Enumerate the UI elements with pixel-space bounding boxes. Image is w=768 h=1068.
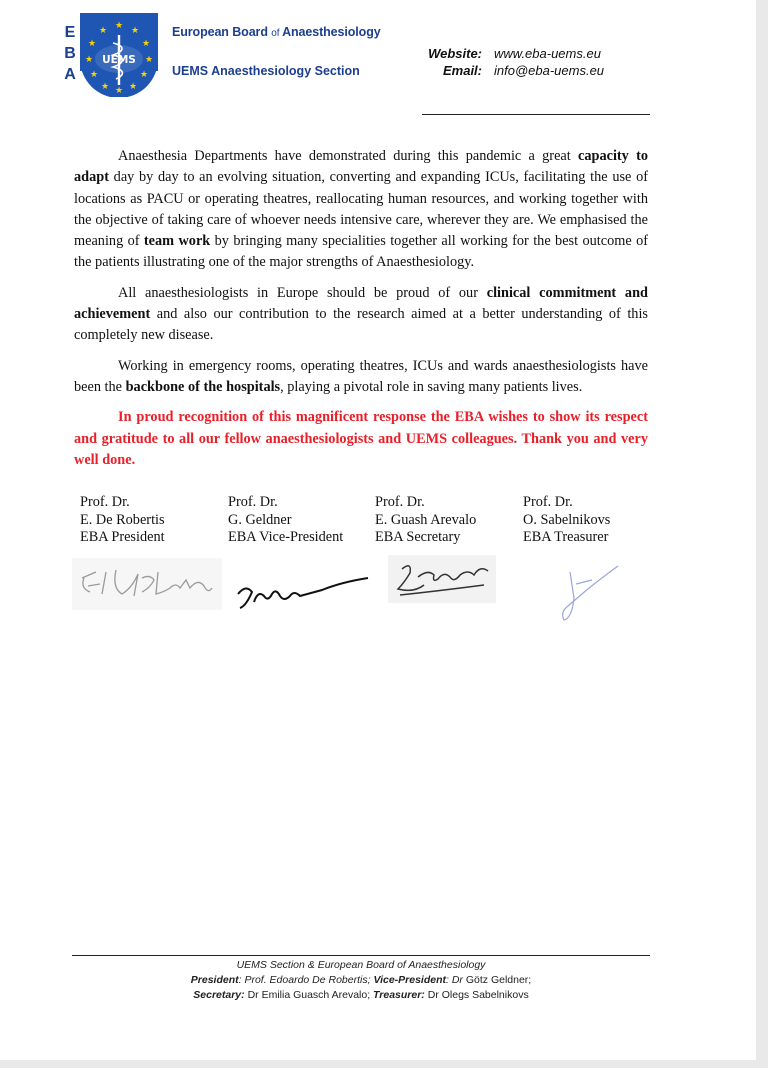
signatory-title: Prof. Dr. [523,494,573,510]
signatory-title: Prof. Dr. [228,494,278,510]
vice-president-prefix: : Dr [446,974,466,986]
website-link[interactable]: www.eba-uems.eu [494,46,601,61]
signature-de-robertis [72,558,222,610]
signature-sabelnikovs [552,558,632,628]
org-word: Anaesthesiology [211,64,315,78]
footer-officers-line-1 [72,973,650,988]
paragraph-1 [74,146,648,274]
org-word: UEMS [172,64,212,78]
logo-text: UEMS [102,54,136,66]
website-label: Website: [428,46,482,61]
svg-text:★: ★ [89,70,99,80]
signatory-title: Prof. Dr. [80,494,130,510]
svg-text:★: ★ [128,82,138,92]
text-run: Anaesthesia Departments have demonstrated during this pandemic a great [118,148,578,164]
org-word: Anaesthesiology [282,25,381,39]
text-run: by bringing many specialities together all working for the best outcome of the patients illustrating one of the major strengths of Anaesthesiology. [74,233,648,271]
text-run: day by day to an evolving situation, converting and expanding ICUs, facilitating the use of locations as PACU or operating theatres, reallocating human resources, and working together with the objective of taking care of whoever needs intensive care, wherever they are. We emphasised the meaning of [74,169,648,250]
svg-text:★: ★ [141,39,151,49]
svg-text:★: ★ [144,55,154,65]
signatory-name: O. Sabelnikovs [523,511,611,528]
signatory-treasurer [523,494,610,547]
footer-org-line: UEMS Section & European Board of Anaesthesiology [236,959,486,971]
signatory-role: EBA Vice-President [228,529,344,545]
org-word: of [271,28,283,39]
treasurer-value: Dr Olegs Sabelnikovs [424,989,529,1001]
svg-text:★: ★ [100,82,110,92]
footer-officers-line-2 [72,988,650,1003]
letter-body [74,146,648,480]
signatory-name: E. Guash Arevalo [375,511,477,528]
text-run: Working in emergency rooms, operating theatres, ICUs and wards anaesthesiologists have been the [74,357,648,395]
bold-phrase: team work [143,233,211,250]
paragraph-2 [74,283,648,347]
org-word: Section [314,64,360,78]
vice-president-value: Götz Geldner; [465,974,532,986]
eba-vertical-letters [63,22,77,85]
bold-phrase: clinical commitment and achievement [74,284,648,323]
svg-text:★: ★ [98,26,108,36]
footer [72,958,650,1003]
svg-text:★: ★ [130,26,140,36]
signatory-name: E. De Robertis [80,511,165,528]
header-divider [422,114,650,115]
signatory-title: Prof. Dr. [375,494,425,510]
signature-geldner [232,572,372,614]
signatory-role: EBA President [80,529,165,545]
text-run: All anaesthesiologists in Europe should be proud of our [118,284,487,301]
org-word: Board [232,25,272,39]
email-label: Email: [442,63,482,78]
paragraph-recognition: In proud recognition of this magnificent response the EBA wishes to show its respect and gratitude to all our fellow anaesthesiologists and UEMS colleagues. Thank you and very well done. [74,409,648,468]
vice-president-label: Vice-President [373,974,447,986]
svg-text:★: ★ [139,70,149,80]
paragraph-3 [74,356,648,399]
signatory-secretary [375,494,476,547]
uems-logo-icon [80,13,158,107]
secretary-label: Secretary: [193,989,245,1001]
signatory-role: EBA Secretary [375,529,461,545]
letter-b: B [64,45,76,62]
secretary-value: Dr Emilia Guasch Arevalo; [244,989,374,1001]
org-word: European [172,25,233,39]
bold-phrase: capacity to adapt [74,148,648,186]
signatory-president [80,494,165,547]
president-label: President [190,974,239,986]
president-value: : Prof. Edoardo De Robertis; [238,974,374,986]
svg-text:★: ★ [114,21,124,31]
text-run: , playing a pivotal role in saving many patients lives. [280,378,583,395]
letter-e: E [64,24,76,41]
text-run: and also our contribution to the research aimed at a better understanding of this completely new disease. [74,306,648,344]
contact-block [422,45,604,79]
svg-text:★: ★ [114,86,124,96]
letter-a: A [64,66,76,83]
svg-text:★: ★ [84,55,94,65]
bold-phrase: backbone of the hospitals [125,378,281,395]
footer-divider [72,955,650,956]
org-name-section [172,64,360,78]
org-name-board [172,25,381,39]
svg-text:★: ★ [87,39,97,49]
treasurer-label: Treasurer: [373,989,425,1001]
email-link[interactable]: info@eba-uems.eu [494,63,605,78]
signatory-role: EBA Treasurer [523,529,609,545]
signature-guasch [388,555,496,603]
signatory-name: G. Geldner [228,511,292,528]
signatory-vice-president [228,494,343,547]
